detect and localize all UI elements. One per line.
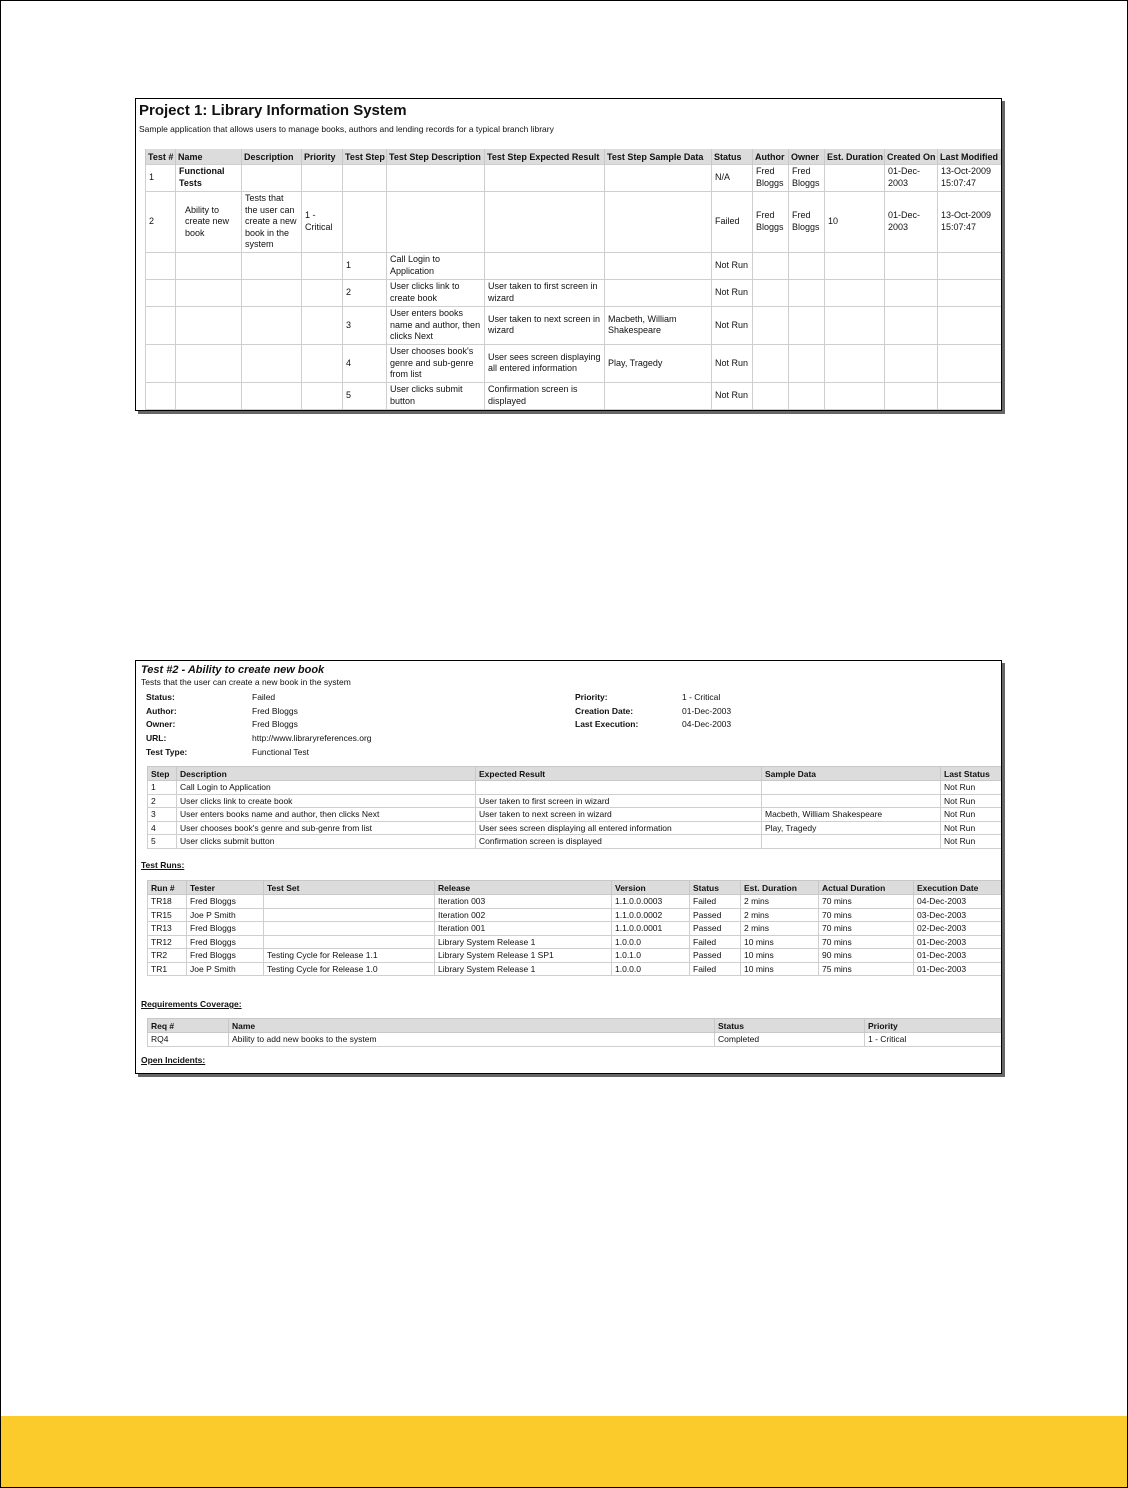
owner-label: Owner: <box>146 719 176 729</box>
table-cell <box>264 922 435 936</box>
column-header[interactable]: Test # <box>146 149 176 165</box>
table-row[interactable] <box>148 794 1003 808</box>
test-type-label: Test Type: <box>146 747 188 757</box>
table-cell <box>938 252 1002 279</box>
table-row[interactable] <box>146 192 1002 253</box>
table-cell: Fred Bloggs <box>789 192 825 253</box>
table-cell: 1.0.0.0 <box>612 962 690 976</box>
last-execution-label: Last Execution: <box>575 719 639 729</box>
table-cell <box>302 279 343 306</box>
table-cell: Failed <box>712 192 753 253</box>
table-cell: Ability to add new books to the system <box>229 1033 715 1047</box>
requirement-id-link[interactable]: RQ4 <box>148 1033 229 1047</box>
table-cell <box>938 279 1002 306</box>
table-row[interactable] <box>148 962 1003 976</box>
run-id-link[interactable]: TR15 <box>148 908 187 922</box>
column-header[interactable]: Test Step Sample Data <box>605 149 712 165</box>
column-header[interactable]: Last Status <box>941 767 1003 781</box>
table-cell <box>302 382 343 409</box>
status-label: Status: <box>146 692 175 702</box>
table-cell: Passed <box>690 922 741 936</box>
table-cell: Macbeth, William Shakespeare <box>605 306 712 344</box>
table-cell: 1 - Critical <box>302 192 343 253</box>
table-cell: Confirmation screen is displayed <box>485 382 605 409</box>
table-cell <box>242 279 302 306</box>
table-cell <box>146 344 176 382</box>
table-cell <box>753 344 789 382</box>
column-header[interactable]: Author <box>753 149 789 165</box>
table-cell: N/A <box>712 165 753 192</box>
table-cell: User chooses book's genre and sub-genre from list <box>177 821 476 835</box>
column-header[interactable]: Description <box>177 767 476 781</box>
table-row[interactable] <box>148 949 1003 963</box>
project-test-list-screenshot <box>135 98 1002 411</box>
table-cell: Fred Bloggs <box>187 949 264 963</box>
table-cell <box>789 382 825 409</box>
table-cell: 13-Oct-2009 15:07:47 <box>938 165 1002 192</box>
table-cell: Not Run <box>941 781 1003 795</box>
test-steps-table <box>147 766 1002 849</box>
table-row[interactable] <box>148 835 1003 849</box>
table-cell: Fred Bloggs <box>753 165 789 192</box>
table-row[interactable] <box>146 382 1002 409</box>
table-cell: 10 mins <box>741 949 819 963</box>
table-cell: 1 <box>146 165 176 192</box>
table-cell <box>146 252 176 279</box>
author-value: Fred Bloggs <box>252 706 298 716</box>
column-header[interactable]: Status <box>690 881 741 895</box>
table-cell <box>825 382 885 409</box>
table-cell: Not Run <box>941 821 1003 835</box>
column-header[interactable]: Release <box>435 881 612 895</box>
table-cell: Failed <box>690 962 741 976</box>
table-cell: Failed <box>690 935 741 949</box>
run-id-link[interactable]: TR18 <box>148 895 187 909</box>
table-cell: 10 <box>825 192 885 253</box>
table-header-row <box>148 1019 1003 1033</box>
column-header[interactable]: Actual Duration <box>819 881 914 895</box>
column-header[interactable]: Created On <box>885 149 938 165</box>
table-row[interactable] <box>148 1033 1003 1047</box>
table-cell: Fred Bloggs <box>753 192 789 253</box>
table-cell: Passed <box>690 949 741 963</box>
test-detail-screenshot <box>135 660 1002 1074</box>
table-cell <box>485 192 605 253</box>
table-cell <box>605 165 712 192</box>
table-cell: 2 mins <box>741 908 819 922</box>
table-cell: Not Run <box>941 808 1003 822</box>
table-row[interactable] <box>148 821 1003 835</box>
table-cell <box>605 382 712 409</box>
table-cell <box>485 252 605 279</box>
table-cell: Library System Release 1 <box>435 935 612 949</box>
table-cell: Iteration 001 <box>435 922 612 936</box>
table-cell <box>146 382 176 409</box>
table-cell <box>242 252 302 279</box>
column-header[interactable]: Test Step Expected Result <box>485 149 605 165</box>
column-header[interactable]: Last Modified <box>938 149 1002 165</box>
table-cell: User clicks link to create book <box>387 279 485 306</box>
table-cell: 01-Dec-2003 <box>885 165 938 192</box>
table-cell: Not Run <box>712 306 753 344</box>
table-cell: Passed <box>690 908 741 922</box>
table-cell: Library System Release 1 SP1 <box>435 949 612 963</box>
table-cell <box>825 344 885 382</box>
project-title: Project 1: Library Information System <box>139 102 407 119</box>
table-cell <box>938 344 1002 382</box>
table-cell <box>938 306 1002 344</box>
run-id-link[interactable]: TR2 <box>148 949 187 963</box>
table-cell <box>762 835 941 849</box>
table-cell: Not Run <box>712 382 753 409</box>
table-cell: Completed <box>715 1033 865 1047</box>
table-row[interactable] <box>148 781 1003 795</box>
table-cell: User clicks link to create book <box>177 794 476 808</box>
table-cell <box>753 252 789 279</box>
table-row[interactable] <box>146 252 1002 279</box>
table-cell: User sees screen displaying all entered information <box>485 344 605 382</box>
table-cell: 13-Oct-2009 15:07:47 <box>938 192 1002 253</box>
table-cell: 10 mins <box>741 935 819 949</box>
column-header[interactable]: Est. Duration <box>741 881 819 895</box>
table-cell <box>146 306 176 344</box>
project-subtitle: Sample application that allows users to manage books, authors and lending records for a typical branch library <box>139 124 554 134</box>
table-cell: 70 mins <box>819 922 914 936</box>
table-row[interactable] <box>148 895 1003 909</box>
table-cell <box>885 279 938 306</box>
column-header[interactable]: Tester <box>187 881 264 895</box>
table-cell <box>753 382 789 409</box>
table-cell: Call Login to Application <box>177 781 476 795</box>
column-header[interactable]: Est. Duration <box>825 149 885 165</box>
table-cell: 3 <box>343 306 387 344</box>
table-cell: Fred Bloggs <box>187 895 264 909</box>
url-label: URL: <box>146 733 167 743</box>
table-cell <box>242 306 302 344</box>
table-cell <box>885 344 938 382</box>
table-cell <box>146 279 176 306</box>
column-header[interactable]: Test Step Description <box>387 149 485 165</box>
table-cell <box>387 192 485 253</box>
table-cell: 2 <box>343 279 387 306</box>
table-cell: Ability to create new book <box>176 192 242 253</box>
table-cell: User taken to next screen in wizard <box>485 306 605 344</box>
creation-date-label: Creation Date: <box>575 706 634 716</box>
test-runs-heading: Test Runs: <box>141 860 185 870</box>
table-cell <box>605 252 712 279</box>
table-cell: Not Run <box>941 794 1003 808</box>
column-header[interactable]: Status <box>712 149 753 165</box>
table-cell: 01-Dec-2003 <box>914 935 1003 949</box>
table-cell: 1.0.1.0 <box>612 949 690 963</box>
table-cell <box>264 908 435 922</box>
table-cell: Iteration 003 <box>435 895 612 909</box>
table-row[interactable] <box>146 306 1002 344</box>
column-header[interactable]: Owner <box>789 149 825 165</box>
requirements-coverage-table <box>147 1018 1002 1047</box>
test-title: Test #2 - Ability to create new book <box>141 664 325 676</box>
table-cell: Tests that the user can create a new book in the system <box>242 192 302 253</box>
column-header[interactable]: Sample Data <box>762 767 941 781</box>
column-header[interactable]: Description <box>242 149 302 165</box>
table-cell <box>885 252 938 279</box>
table-cell <box>343 165 387 192</box>
table-cell: 10 mins <box>741 962 819 976</box>
table-row[interactable] <box>148 935 1003 949</box>
table-cell: Joe P Smith <box>187 908 264 922</box>
table-cell: 2 mins <box>741 895 819 909</box>
table-cell: Confirmation screen is displayed <box>476 835 762 849</box>
table-cell <box>485 165 605 192</box>
table-cell: 01-Dec-2003 <box>885 192 938 253</box>
column-header[interactable]: Name <box>176 149 242 165</box>
table-cell <box>176 306 242 344</box>
table-cell <box>176 382 242 409</box>
table-cell: 4 <box>148 821 177 835</box>
table-cell <box>605 279 712 306</box>
table-cell <box>762 794 941 808</box>
creation-date-value: 01-Dec-2003 <box>682 706 732 716</box>
table-cell: 70 mins <box>819 908 914 922</box>
table-cell: User sees screen displaying all entered information <box>476 821 762 835</box>
table-cell: Not Run <box>712 279 753 306</box>
table-cell: 01-Dec-2003 <box>914 949 1003 963</box>
table-cell: User chooses book's genre and sub-genre from list <box>387 344 485 382</box>
column-header[interactable]: Priority <box>302 149 343 165</box>
test-runs-table <box>147 880 1002 976</box>
table-cell: User clicks submit button <box>177 835 476 849</box>
table-cell: Failed <box>690 895 741 909</box>
table-cell <box>264 895 435 909</box>
table-cell: 2 <box>146 192 176 253</box>
table-cell: 70 mins <box>819 895 914 909</box>
table-cell: Fred Bloggs <box>789 165 825 192</box>
table-cell: Play, Tragedy <box>762 821 941 835</box>
table-cell <box>762 781 941 795</box>
table-cell: Macbeth, William Shakespeare <box>762 808 941 822</box>
table-cell: User enters books name and author, then clicks Next <box>177 808 476 822</box>
table-cell <box>605 192 712 253</box>
table-cell: Library System Release 1 <box>435 962 612 976</box>
table-header-row <box>148 767 1003 781</box>
table-cell <box>885 382 938 409</box>
run-id-link[interactable]: TR1 <box>148 962 187 976</box>
table-cell: 3 <box>148 808 177 822</box>
status-value: Failed <box>252 692 276 702</box>
table-cell: Functional Tests <box>176 165 242 192</box>
table-cell <box>825 165 885 192</box>
table-cell <box>825 252 885 279</box>
table-cell <box>302 344 343 382</box>
table-row[interactable] <box>146 165 1002 192</box>
column-header[interactable]: Status <box>715 1019 865 1033</box>
table-cell: 70 mins <box>819 935 914 949</box>
test-type-value: Functional Test <box>252 747 310 757</box>
table-cell <box>242 344 302 382</box>
table-cell <box>176 252 242 279</box>
column-header[interactable]: Test Set <box>264 881 435 895</box>
table-cell: 4 <box>343 344 387 382</box>
project-test-table <box>145 149 1002 410</box>
owner-value: Fred Bloggs <box>252 719 298 729</box>
table-cell: 5 <box>343 382 387 409</box>
table-cell: 5 <box>148 835 177 849</box>
table-cell: 02-Dec-2003 <box>914 922 1003 936</box>
table-cell: 03-Dec-2003 <box>914 908 1003 922</box>
table-cell: 2 <box>148 794 177 808</box>
table-cell <box>789 279 825 306</box>
table-cell: 1.0.0.0 <box>612 935 690 949</box>
table-cell: 2 mins <box>741 922 819 936</box>
table-cell: 90 mins <box>819 949 914 963</box>
table-cell <box>885 306 938 344</box>
table-cell: User taken to next screen in wizard <box>476 808 762 822</box>
table-cell: 1.1.0.0.0002 <box>612 908 690 922</box>
table-cell: User enters books name and author, then clicks Next <box>387 306 485 344</box>
table-cell <box>825 306 885 344</box>
priority-value: 1 - Critical <box>682 692 721 702</box>
table-cell: 1.1.0.0.0001 <box>612 922 690 936</box>
table-cell: Iteration 002 <box>435 908 612 922</box>
table-cell <box>789 306 825 344</box>
column-header[interactable]: Execution Date <box>914 881 1003 895</box>
table-cell <box>264 935 435 949</box>
table-cell: Fred Bloggs <box>187 935 264 949</box>
table-row[interactable] <box>148 922 1003 936</box>
table-cell: User taken to first screen in wizard <box>485 279 605 306</box>
table-cell: User taken to first screen in wizard <box>476 794 762 808</box>
table-cell: 1.1.0.0.0003 <box>612 895 690 909</box>
table-cell: Testing Cycle for Release 1.1 <box>264 949 435 963</box>
run-id-link[interactable]: TR12 <box>148 935 187 949</box>
table-cell: Testing Cycle for Release 1.0 <box>264 962 435 976</box>
table-cell: 1 - Critical <box>865 1033 1003 1047</box>
table-cell <box>302 165 343 192</box>
table-cell <box>242 382 302 409</box>
table-cell: 04-Dec-2003 <box>914 895 1003 909</box>
table-cell: 1 <box>343 252 387 279</box>
column-header[interactable]: Step <box>148 767 177 781</box>
column-header[interactable]: Run # <box>148 881 187 895</box>
table-cell <box>302 252 343 279</box>
table-cell <box>302 306 343 344</box>
requirements-coverage-heading: Requirements Coverage: <box>141 999 242 1009</box>
column-header[interactable]: Test Step <box>343 149 387 165</box>
table-cell <box>938 382 1002 409</box>
table-cell: Not Run <box>712 252 753 279</box>
table-cell: Fred Bloggs <box>187 922 264 936</box>
table-cell <box>242 165 302 192</box>
author-label: Author: <box>146 706 177 716</box>
table-cell <box>343 192 387 253</box>
table-cell <box>789 344 825 382</box>
column-header[interactable]: Req # <box>148 1019 229 1033</box>
table-cell: 01-Dec-2003 <box>914 962 1003 976</box>
table-cell <box>753 306 789 344</box>
table-cell: Joe P Smith <box>187 962 264 976</box>
table-cell <box>825 279 885 306</box>
table-row[interactable] <box>148 808 1003 822</box>
open-incidents-heading: Open Incidents: <box>141 1055 206 1065</box>
priority-label: Priority: <box>575 692 608 702</box>
table-cell <box>476 781 762 795</box>
run-id-link[interactable]: TR13 <box>148 922 187 936</box>
table-cell: Call Login to Application <box>387 252 485 279</box>
table-row[interactable] <box>146 344 1002 382</box>
table-cell: User clicks submit button <box>387 382 485 409</box>
table-header-row <box>148 881 1003 895</box>
table-row[interactable] <box>148 908 1003 922</box>
table-cell <box>753 279 789 306</box>
footer-band <box>1 1416 1127 1487</box>
column-header[interactable]: Expected Result <box>476 767 762 781</box>
table-cell: Not Run <box>941 835 1003 849</box>
table-cell: Not Run <box>712 344 753 382</box>
url-value[interactable]: http://www.libraryreferences.org <box>252 733 372 743</box>
table-header-row <box>146 149 1002 165</box>
column-header[interactable]: Version <box>612 881 690 895</box>
table-cell <box>387 165 485 192</box>
column-header[interactable]: Name <box>229 1019 715 1033</box>
table-row[interactable] <box>146 279 1002 306</box>
table-cell: Play, Tragedy <box>605 344 712 382</box>
test-subtitle: Tests that the user can create a new book in the system <box>141 677 351 687</box>
table-cell <box>176 344 242 382</box>
table-cell <box>789 252 825 279</box>
table-cell: 1 <box>148 781 177 795</box>
table-cell: 75 mins <box>819 962 914 976</box>
column-header[interactable]: Priority <box>865 1019 1003 1033</box>
last-execution-value: 04-Dec-2003 <box>682 719 732 729</box>
table-cell <box>176 279 242 306</box>
